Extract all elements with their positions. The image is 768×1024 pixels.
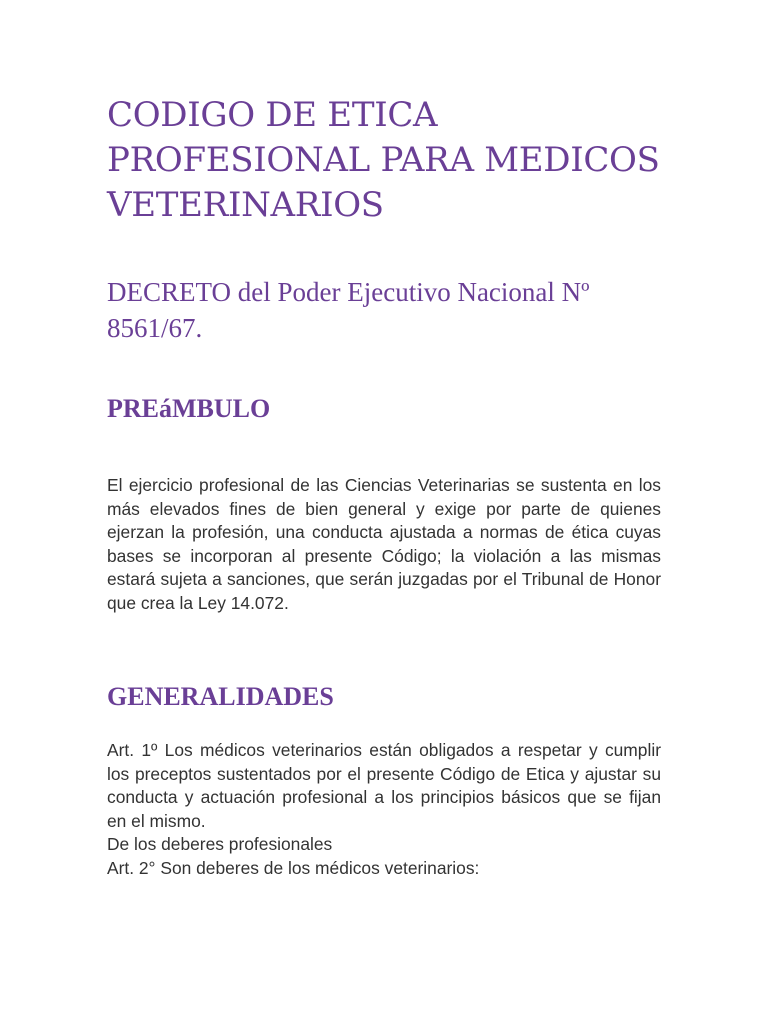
decree-reference: DECRETO del Poder Ejecutivo Nacional Nº 8561/67. xyxy=(107,277,590,343)
duties-heading: De los deberes profesionales xyxy=(107,834,333,855)
article-1: Art. 1º Los médicos veterinarios están obligados a respetar y cumplir los preceptos sustentados por el presente Código de Etica y ajustar su conducta y actuación profesional a los principios básicos que se fijan en el mismo. xyxy=(107,740,661,831)
generalidades-heading: GENERALIDADES xyxy=(107,682,334,711)
document-title: CODIGO DE ETICA PROFESIONAL PARA MEDICOS VETERINARIOS xyxy=(107,95,660,225)
preamble-heading: PREáMBULO xyxy=(107,394,271,423)
article-2: Art. 2° Son deberes de los médicos veterinarios: xyxy=(107,857,480,878)
preamble-paragraph: El ejercicio profesional de las Ciencias Veterinarias se sustenta en los más elevados fines de bien general y exige por parte de quienes ejerzan la profesión, una conducta ajustada a normas de ética cuyas bases se incorporan al presente Código; la violación a las mismas estará sujeta a sanciones, que serán juzgadas por el Tribunal de Honor que crea la Ley 14.072. xyxy=(107,475,661,613)
articles-section xyxy=(107,739,661,881)
